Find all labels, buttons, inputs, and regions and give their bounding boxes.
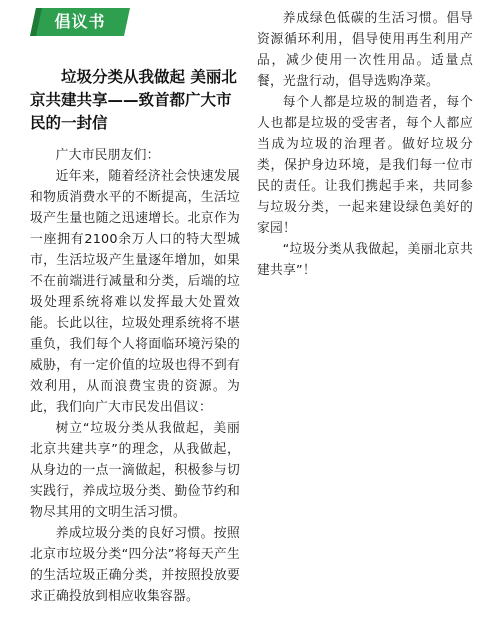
left-column (30, 8, 240, 607)
salutation: 广大市民朋友们： (55, 148, 160, 163)
paragraph-slogan: “垃圾分类从我做起，美丽北京共建共享”！ (257, 242, 473, 278)
right-column (257, 8, 473, 281)
letter-body-left (30, 145, 240, 607)
paragraph-green-habit: 养成绿色低碳的生活习惯。倡导资源循环利用，倡导使用再生利用产品，减少使用一次性用品。适量点餐，光盘行动，倡导选购净菜。 (257, 11, 473, 89)
paragraph-concept: 树立“垃圾分类从我做起，美丽北京共建共享”的理念，从我做起，从身边的一点一滴做起，积极参与切实践行，养成垃圾分类、勤俭节约和物尽其用的文明生活习惯。 (30, 421, 240, 520)
letter-body-right (257, 8, 473, 281)
paragraph-responsibility: 每个人都是垃圾的制造者，每个人也都是垃圾的受害者，每个人都应当成为垃圾的治理者。做好垃圾分类，保护身边环境，是我们每一位市民的责任。让我们携起手来，共同参与垃圾分类，一起来建设绿色美好的家园！ (257, 95, 473, 236)
proposal-banner (30, 8, 130, 36)
letter-title: 垃圾分类从我做起 美丽北京共建共享——致首都广大市民的一封信 (30, 68, 237, 132)
banner-label: 倡议书 (54, 12, 106, 31)
paragraph-sorting-habit: 养成垃圾分类的良好习惯。按照北京市垃圾分类“四分法”将每天产生的生活垃圾正确分类，并按照投放要求正确投放到相应收集容器。 (30, 526, 240, 604)
paragraph-intro: 近年来，随着经济社会快速发展和物质消费水平的不断提高，生活垃圾产生量也随之迅速增长。北京作为一座拥有2100余万人口的特大型城市，生活垃圾产生量逐年增加，如果不在前端进行减量和分类，后端的垃圾处理系统将难以发挥最大处置效能。长此以往，垃圾处理系统将不堪重负，我们每个人将面临环境污染的威胁，有一定价值的垃圾也得不到有效利用，从而浪费宝贵的资源。为此，我们向广大市民发出倡议： (30, 169, 240, 415)
